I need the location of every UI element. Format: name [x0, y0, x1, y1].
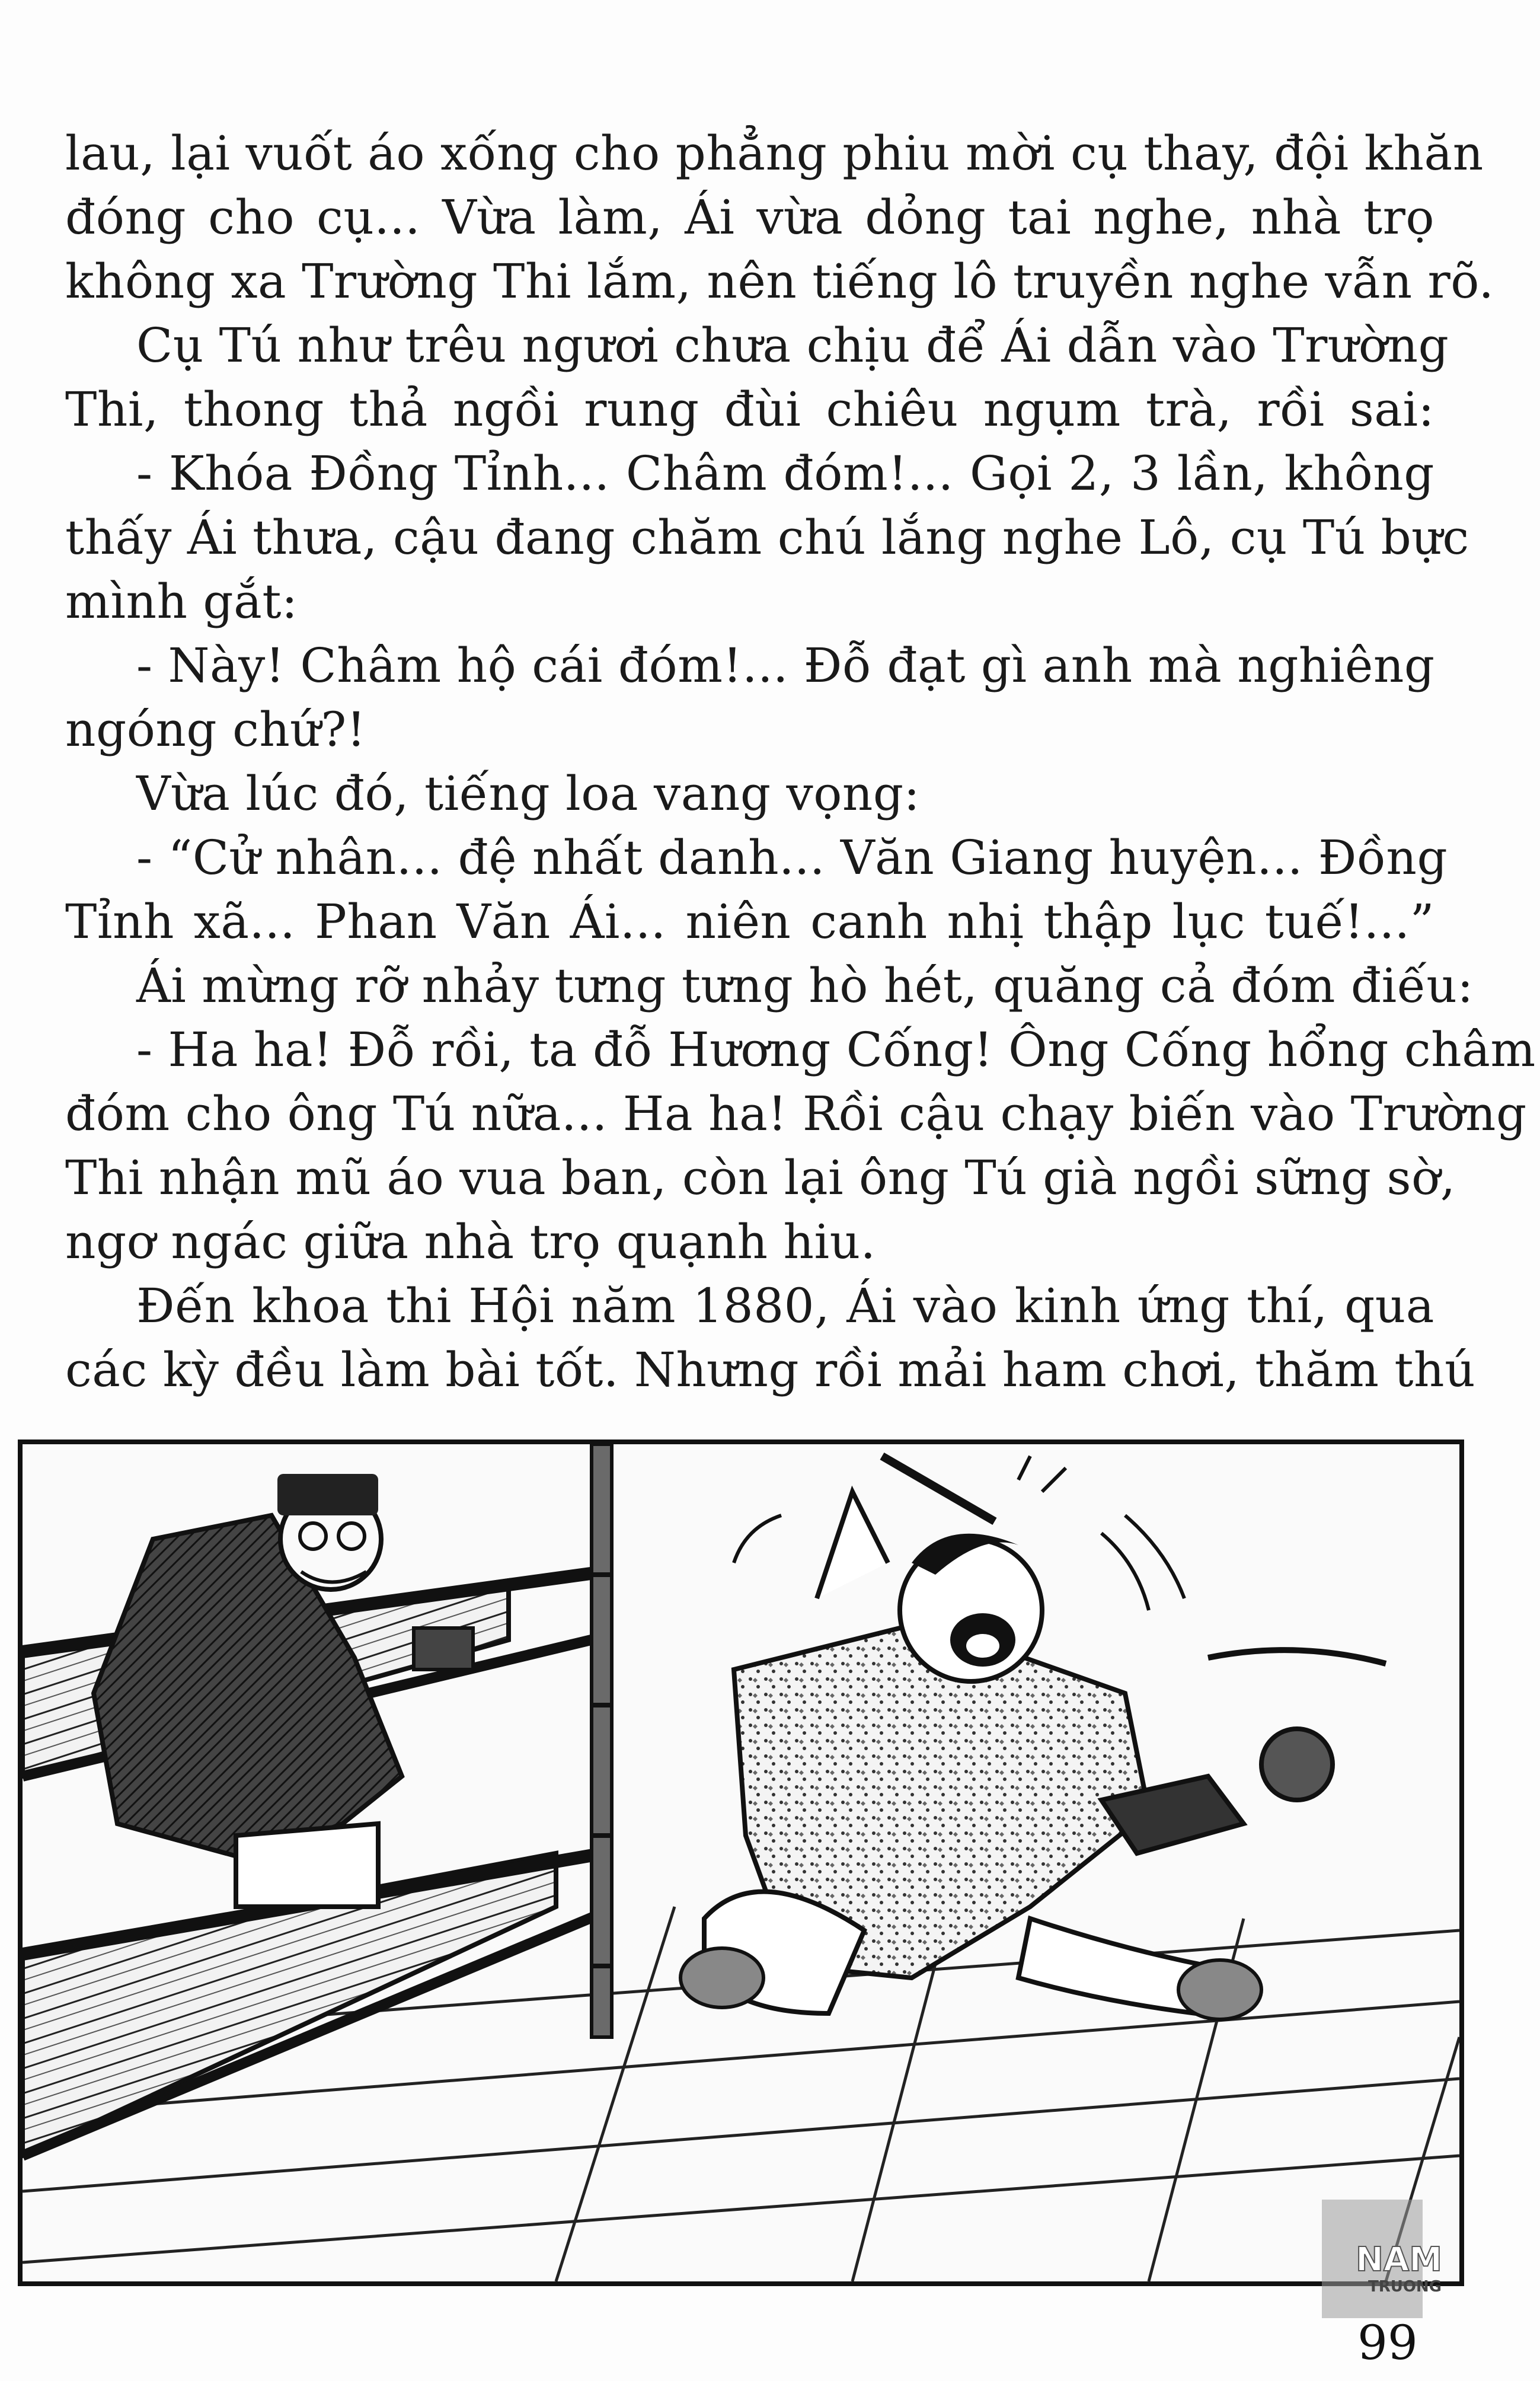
page-number: 99	[1357, 2315, 1418, 2370]
text-line-13: Tỉnh xã... Phan Văn Ái... niên canh nhị thập lục tuế!...”	[65, 894, 1434, 949]
comic-illustration	[18, 1440, 1464, 2286]
text-line-18: ngơ ngác giữa nhà trọ quạnh hiu.	[65, 1214, 876, 1269]
publisher-watermark-logo	[1316, 2194, 1482, 2336]
text-line-19: Đến khoa thi Hội năm 1880, Ái vào kinh ứng thí, qua	[136, 1278, 1434, 1333]
text-line-4: Cụ Tú như trêu ngươi chưa chịu để Ái dẫn vào Trường	[136, 318, 1449, 373]
text-line-14: Ái mừng rỡ nhảy tưng tưng hò hét, quăng cả đóm điếu:	[136, 958, 1474, 1013]
text-line-7: thấy Ái thưa, cậu đang chăm chú lắng nghe Lô, cụ Tú bực	[65, 510, 1469, 565]
text-line-6: - Khóa Đồng Tỉnh... Châm đóm!... Gọi 2, 3 lần, không	[136, 446, 1434, 501]
text-line-17: Thi nhận mũ áo vua ban, còn lại ông Tú già ngồi sững sờ,	[65, 1150, 1456, 1205]
text-line-3: không xa Trường Thi lắm, nên tiếng lô truyền nghe vẫn rõ.	[65, 254, 1494, 309]
text-line-11: Vừa lúc đó, tiếng loa vang vọng:	[136, 766, 921, 821]
text-line-10: ngóng chứ?!	[65, 702, 366, 757]
text-line-20: các kỳ đều làm bài tốt. Nhưng rồi mải ham chơi, thăm thú	[65, 1342, 1476, 1397]
text-line-2: đóng cho cụ... Vừa làm, Ái vừa dỏng tai nghe, nhà trọ	[65, 190, 1434, 245]
illustration-drawing	[23, 1444, 1459, 2281]
text-line-12: - “Cử nhân... đệ nhất danh... Văn Giang huyện... Đồng	[136, 830, 1448, 885]
body-text	[65, 122, 1536, 1402]
text-line-15: - Ha ha! Đỗ rồi, ta đỗ Hương Cống! Ông Cống hổng châm	[136, 1022, 1536, 1077]
svg-text:TRUONG: TRUONG	[1368, 2278, 1442, 2296]
text-line-1: lau, lại vuốt áo xống cho phẳng phiu mời cụ thay, đội khăn	[65, 126, 1484, 181]
svg-text:NAM: NAM	[1356, 2240, 1442, 2279]
young-man-figure	[680, 1492, 1261, 2019]
text-line-8: mình gắt:	[65, 574, 298, 629]
bamboo-pole	[592, 1444, 612, 2037]
text-line-9: - Này! Châm hộ cái đóm!... Đỗ đạt gì anh mà nghiêng	[136, 638, 1435, 693]
old-scholar-figure	[94, 1474, 473, 1907]
text-line-16: đóm cho ông Tú nữa... Ha ha! Rồi cậu chạy biến vào Trường	[65, 1086, 1527, 1141]
text-line-5: Thi, thong thả ngồi rung đùi chiêu ngụm trà, rồi sai:	[65, 382, 1434, 437]
